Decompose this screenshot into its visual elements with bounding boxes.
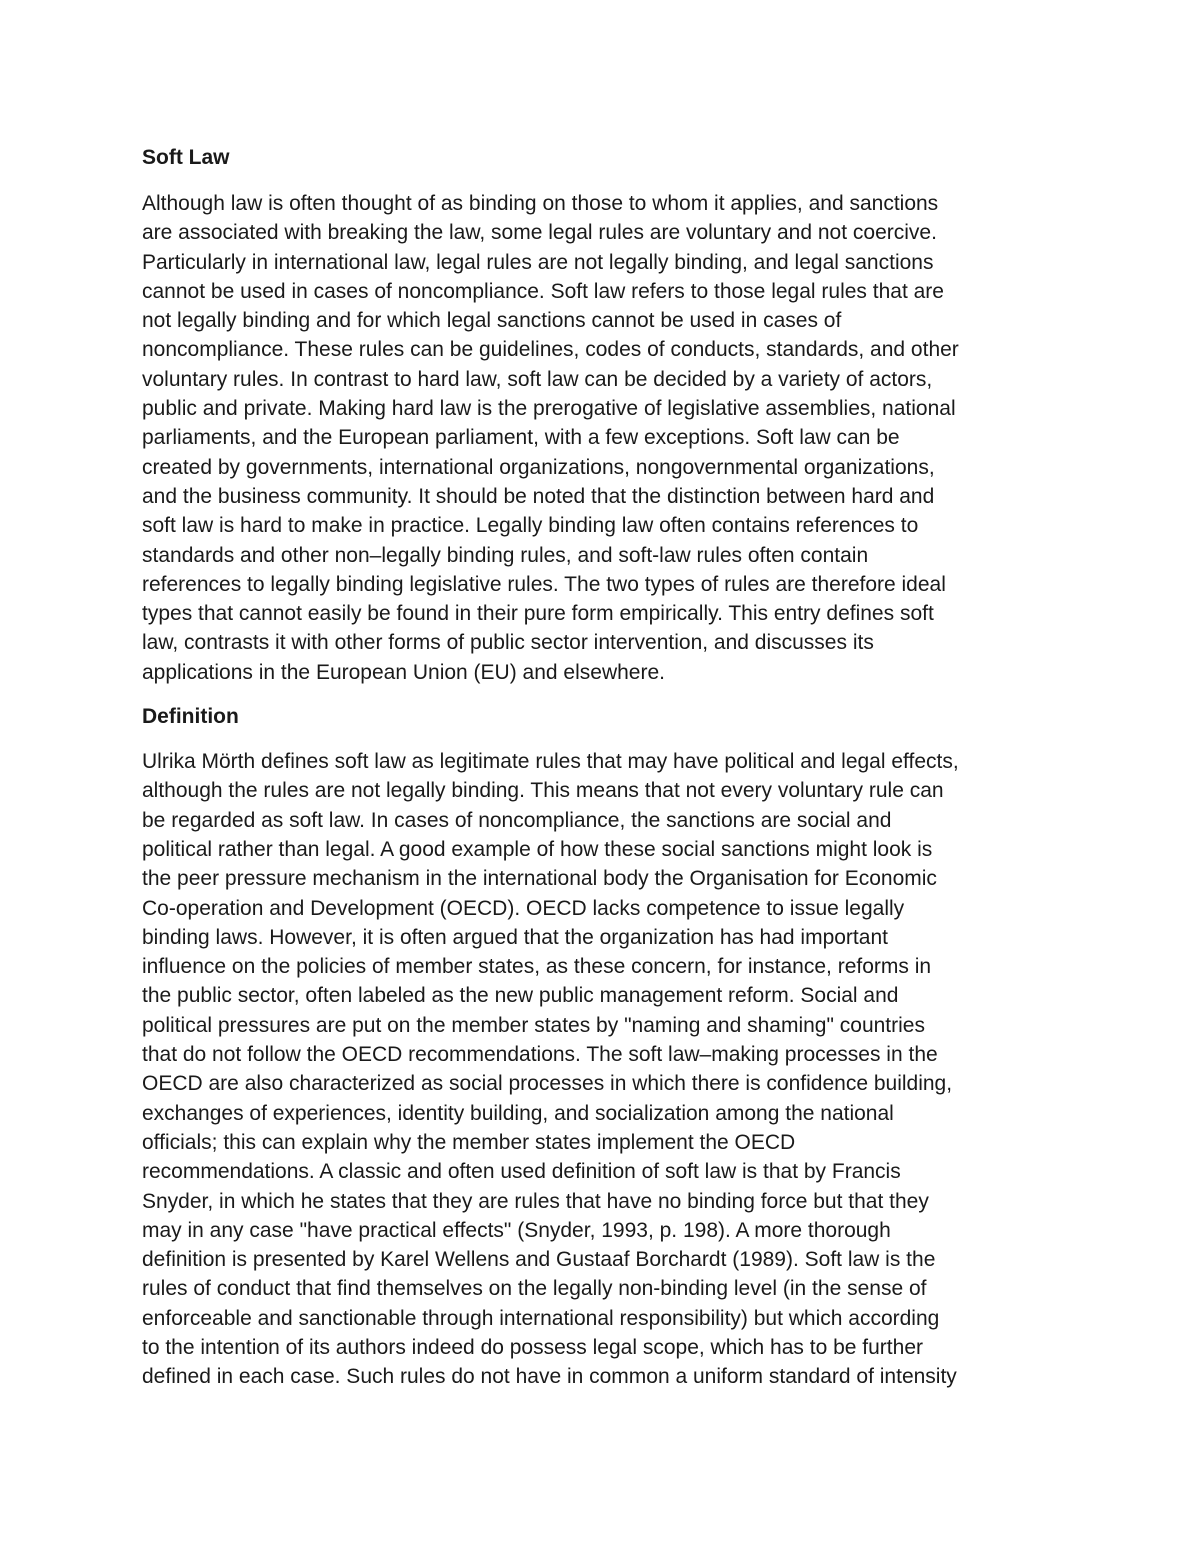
- paragraph-line: political rather than legal. A good example of how these social sanctions might look is: [142, 837, 933, 861]
- paragraph-line: recommendations. A classic and often used definition of soft law is that by Francis: [142, 1160, 901, 1184]
- paragraph-line: political pressures are put on the member states by "naming and shaming" countries: [142, 1013, 925, 1037]
- paragraph-line: although the rules are not legally binding. This means that not every voluntary rule can: [142, 779, 944, 803]
- paragraph-line: types that cannot easily be found in their pure form empirically. This entry defines soft: [142, 602, 934, 626]
- paragraph-line: parliaments, and the European parliament, with a few exceptions. Soft law can be: [142, 426, 900, 450]
- paragraph-line: voluntary rules. In contrast to hard law, soft law can be decided by a variety of actors,: [142, 367, 933, 391]
- paragraph-line: cannot be used in cases of noncompliance. Soft law refers to those legal rules that are: [142, 279, 944, 303]
- paragraph-soft-law: [142, 189, 1062, 687]
- paragraph-line: noncompliance. These rules can be guidelines, codes of conducts, standards, and other: [142, 338, 959, 362]
- paragraph-line: be regarded as soft law. In cases of noncompliance, the sanctions are social and: [142, 808, 892, 832]
- paragraph-line: Ulrika Mörth defines soft law as legitimate rules that may have political and legal effects,: [142, 750, 959, 774]
- section-heading-definition: Definition: [142, 705, 239, 729]
- paragraph-line: not legally binding and for which legal sanctions cannot be used in cases of: [142, 309, 842, 333]
- paragraph-line: definition is presented by Karel Wellens and Gustaaf Borchardt (1989). Soft law is the: [142, 1248, 936, 1272]
- paragraph-line: standards and other non–legally binding rules, and soft-law rules often contain: [142, 543, 869, 567]
- paragraph-line: influence on the policies of member states, as these concern, for instance, reforms in: [142, 955, 932, 979]
- paragraph-line: rules of conduct that find themselves on the legally non-binding level (in the sense of: [142, 1277, 927, 1301]
- paragraph-line: binding laws. However, it is often argued that the organization has had important: [142, 925, 888, 949]
- paragraph-line: Although law is often thought of as binding on those to whom it applies, and sanctions: [142, 192, 939, 215]
- paragraph-line: defined in each case. Such rules do not have in common a uniform standard of intensity: [142, 1365, 957, 1389]
- paragraph-line: to the intention of its authors indeed do possess legal scope, which has to be further: [142, 1335, 923, 1359]
- paragraph-line: that do not follow the OECD recommendations. The soft law–making processes in the: [142, 1043, 938, 1067]
- paragraph-line: officials; this can explain why the member states implement the OECD: [142, 1130, 796, 1154]
- document-page: [142, 140, 1062, 1392]
- paragraph-line: applications in the European Union (EU) and elsewhere.: [142, 660, 665, 684]
- paragraph-line: the public sector, often labeled as the new public management reform. Social and: [142, 984, 899, 1008]
- paragraph-line: are associated with breaking the law, some legal rules are voluntary and not coercive.: [142, 221, 937, 245]
- paragraph-line: law, contrasts it with other forms of public sector intervention, and discusses its: [142, 631, 874, 655]
- paragraph-line: Co-operation and Development (OECD). OECD lacks competence to issue legally: [142, 896, 905, 920]
- paragraph-line: references to legally binding legislative rules. The two types of rules are therefore ideal: [142, 572, 946, 596]
- paragraph-line: and the business community. It should be noted that the distinction between hard and: [142, 484, 935, 508]
- paragraph-line: Snyder, in which he states that they are rules that have no binding force but that they: [142, 1189, 929, 1213]
- paragraph-line: soft law is hard to make in practice. Legally binding law often contains references to: [142, 514, 919, 538]
- paragraph-line: the peer pressure mechanism in the international body the Organisation for Economic: [142, 867, 937, 891]
- paragraph-definition: [142, 747, 1062, 1392]
- paragraph-line: OECD are also characterized as social processes in which there is confidence building,: [142, 1072, 953, 1096]
- paragraph-line: public and private. Making hard law is the prerogative of legislative assemblies, national: [142, 397, 956, 421]
- paragraph-line: created by governments, international organizations, nongovernmental organizations,: [142, 455, 935, 479]
- section-heading-soft-law: Soft Law: [142, 146, 230, 169]
- paragraph-line: Particularly in international law, legal rules are not legally binding, and legal sanctions: [142, 250, 934, 274]
- paragraph-line: may in any case "have practical effects" (Snyder, 1993, p. 198). A more thorough: [142, 1218, 891, 1242]
- paragraph-line: exchanges of experiences, identity building, and socialization among the national: [142, 1101, 894, 1125]
- paragraph-line: enforceable and sanctionable through international responsibility) but which according: [142, 1306, 940, 1330]
